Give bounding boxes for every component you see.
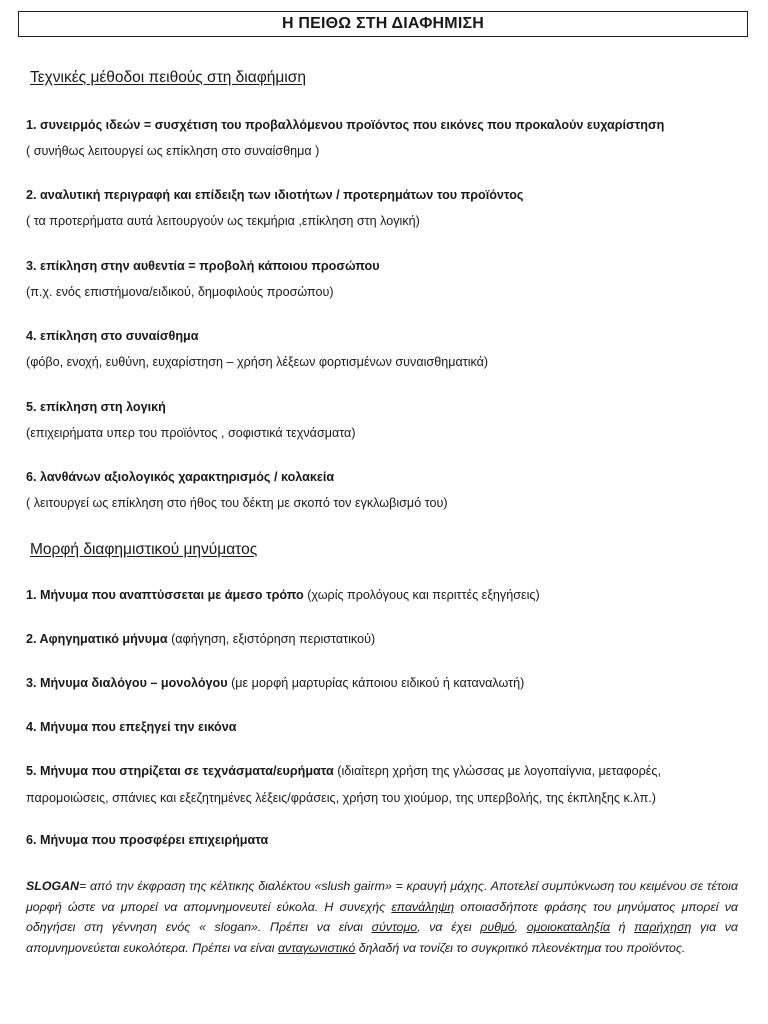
message-item-5-continuation: παρομοιώσεις, σπάνιες και εξεζητημένες λέξεις/φράσεις, χρήση του χιούμορ, της υπερβολής, της έκπληξης κ.λπ.) xyxy=(26,791,656,805)
technique-note-6: ( λειτουργεί ως επίκληση στο ήθος του δέκτη με σκοπό τον εγκλωβισμό του) xyxy=(26,496,448,510)
technique-item-1 xyxy=(26,118,664,132)
slogan-keyword: ανταγωνιστικό xyxy=(277,940,356,955)
slogan-keyword: ρυθμό xyxy=(480,920,515,934)
message-item-6 xyxy=(26,833,268,847)
message-note: (αφήγηση, εξιστόρηση περιστατικού) xyxy=(167,632,376,646)
slogan-keyword: επανάληψη xyxy=(391,899,455,914)
message-note: (ιδιαίτερη χρήση της γλώσσας με λογοπαίγνια, μεταφορές, xyxy=(333,764,661,778)
slogan-paragraph xyxy=(26,876,738,958)
technique-label: 1. συνειρμός ιδεών = συσχέτιση του προβαλλόμενου προϊόντος που εικόνες που προκαλούν ευχαρίστηση xyxy=(26,118,665,132)
technique-label: 3. επίκληση στην αυθεντία = προβολή κάποιου προσώπου xyxy=(26,259,380,273)
slogan-term: SLOGAN xyxy=(26,879,80,893)
slogan-text: ή xyxy=(609,920,635,934)
slogan-text: δηλαδή να τονίζει το συγκριτικό πλεονέκτημα του προϊόντος. xyxy=(355,940,686,955)
slogan-keyword: παρήχηση xyxy=(634,920,692,934)
slogan-text: οποιασδήποτε φράσης του μηνύματος μπορεί να οδηγήσει στη γέννηση ενός « slogan». Πρέπει να είναι xyxy=(26,899,738,934)
section-heading-message-form: Μορφή διαφημιστικού μηνύματος xyxy=(30,541,258,558)
message-item-1 xyxy=(26,588,540,602)
technique-item-4 xyxy=(26,329,198,343)
message-label: 5. Μήνυμα που στηρίζεται σε τεχνάσματα/ευρήματα xyxy=(26,764,334,778)
technique-label: 6. λανθάνων αξιολογικός χαρακτηρισμός / κολακεία xyxy=(26,470,335,484)
message-label: 4. Μήνυμα που επεξηγεί την εικόνα xyxy=(26,720,237,734)
message-item-2 xyxy=(26,632,375,646)
message-label: 1. Μήνυμα που αναπτύσσεται με άμεσο τρόπο xyxy=(26,588,304,602)
technique-label: 5. επίκληση στη λογική xyxy=(26,400,166,414)
technique-note-4: (φόβο, ενοχή, ευθύνη, ευχαρίστηση – χρήση λέξεων φορτισμένων συναισθηματικά) xyxy=(26,355,489,369)
message-item-3 xyxy=(26,676,524,690)
technique-note-5: (επιχειρήματα υπερ του προϊόντος , σοφιστικά τεχνάσματα) xyxy=(26,426,356,440)
technique-note-1: ( συνήθως λειτουργεί ως επίκληση στο συναίσθημα ) xyxy=(26,144,320,158)
message-note: (με μορφή μαρτυρίας κάποιου ειδικού ή καταναλωτή) xyxy=(227,676,525,690)
technique-note-2: ( τα προτερήματα αυτά λειτουργούν ως τεκμήρια ,επίκληση στη λογική) xyxy=(26,214,420,228)
technique-item-5 xyxy=(26,400,166,414)
message-label: 3. Μήνυμα διαλόγου – μονολόγου xyxy=(26,676,228,690)
section-heading-techniques: Τεχνικές μέθοδοι πειθούς στη διαφήμιση xyxy=(30,69,306,86)
technique-item-6 xyxy=(26,470,334,484)
message-label: 2. Αφηγηματικό μήνυμα xyxy=(26,632,168,646)
technique-item-3 xyxy=(26,259,380,273)
page-title: Η ΠΕΙΘΩ ΣΤΗ ΔΙΑΦΗΜΙΣΗ xyxy=(18,11,748,37)
technique-label: 4. επίκληση στο συναίσθημα xyxy=(26,329,199,343)
slogan-keyword: ομοιοκαταληξία xyxy=(526,920,610,934)
slogan-text: για να απομνημονεύεται ευκολότερα. Πρέπει να είναι xyxy=(26,920,738,955)
technique-note-3: (π.χ. ενός επιστήμονα/ειδικού, δημοφιλούς προσώπου) xyxy=(26,285,334,299)
message-note: (χωρίς προλόγους και περιττές εξηγήσεις) xyxy=(303,588,540,602)
technique-label: 2. αναλυτική περιγραφή και επίδειξη των ιδιοτήτων / προτερημάτων του προϊόντος xyxy=(26,188,524,202)
message-item-4 xyxy=(26,720,237,734)
slogan-text: , να έχει xyxy=(417,920,481,934)
message-label: 6. Μήνυμα που προσφέρει επιχειρήματα xyxy=(26,833,269,847)
slogan-text: = από την έκφραση της κέλτικης διαλέκτου «slush gairm» = κραυγή μάχης. Αποτελεί συμπύκνωση του κειμένου σε τέτοια μορφή ώστε να μπορεί να απομνημονευτεί εύκολα. Η συνεχής xyxy=(26,879,738,914)
slogan-text: , xyxy=(514,920,527,934)
message-item-5 xyxy=(26,764,661,778)
technique-item-2 xyxy=(26,188,523,202)
slogan-keyword: σύντομο xyxy=(371,920,418,934)
